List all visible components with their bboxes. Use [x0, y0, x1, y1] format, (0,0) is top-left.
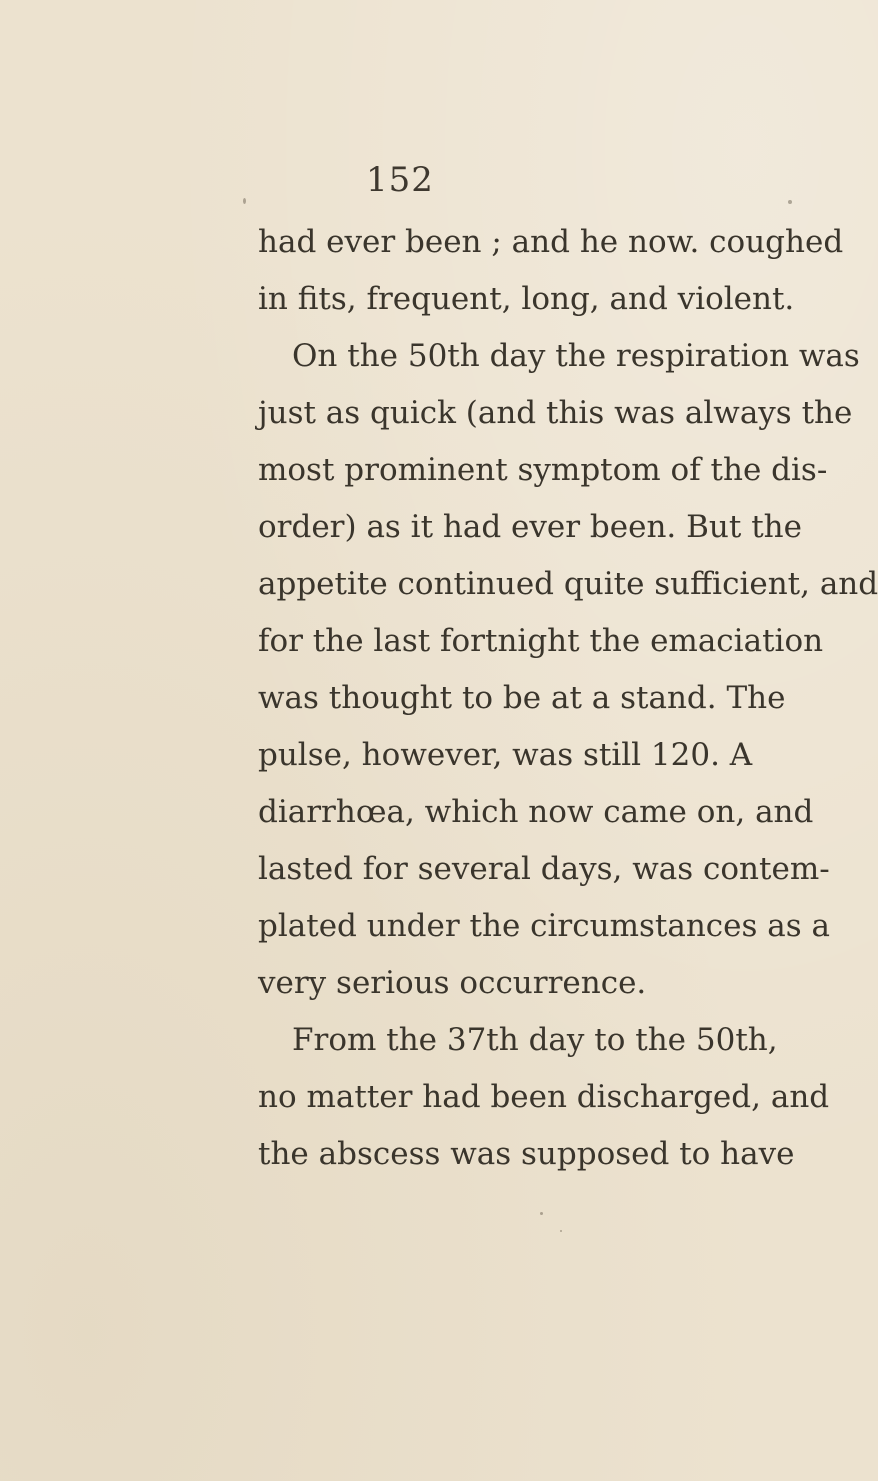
- text-line: for the last fortnight the emaciation: [258, 623, 824, 659]
- text-line: no matter had been discharged, and: [258, 1079, 830, 1115]
- text-line: pulse, however, was still 120. A: [258, 737, 753, 773]
- text-line: order) as it had ever been. But the: [258, 509, 802, 545]
- text-line: On the 50th day the respiration was: [292, 338, 860, 374]
- text-line: diarrhœa, which now came on, and: [258, 794, 814, 830]
- paper-speck: [560, 1230, 562, 1232]
- text-line: just as quick (and this was always the: [258, 395, 853, 431]
- text-line: the abscess was supposed to have: [258, 1136, 795, 1172]
- paper-speck: [243, 198, 246, 204]
- text-line: most prominent symptom of the dis-: [258, 452, 828, 488]
- paper-speck: [540, 1212, 543, 1215]
- text-line: lasted for several days, was contem-: [258, 851, 830, 887]
- text-line: appetite continued quite sufficient, and: [258, 566, 878, 602]
- text-line: plated under the circumstances as a: [258, 908, 830, 944]
- text-line: in fits, frequent, long, and violent.: [258, 281, 795, 317]
- text-line: was thought to be at a stand. The: [258, 680, 786, 716]
- page-number: 152: [366, 160, 434, 200]
- text-line: had ever been ; and he now. coughed: [258, 224, 844, 260]
- text-line: very serious occurrence.: [258, 965, 647, 1001]
- text-line: From the 37th day to the 50th,: [292, 1022, 778, 1058]
- body-text: [258, 214, 878, 1183]
- paper-speck: [788, 200, 792, 204]
